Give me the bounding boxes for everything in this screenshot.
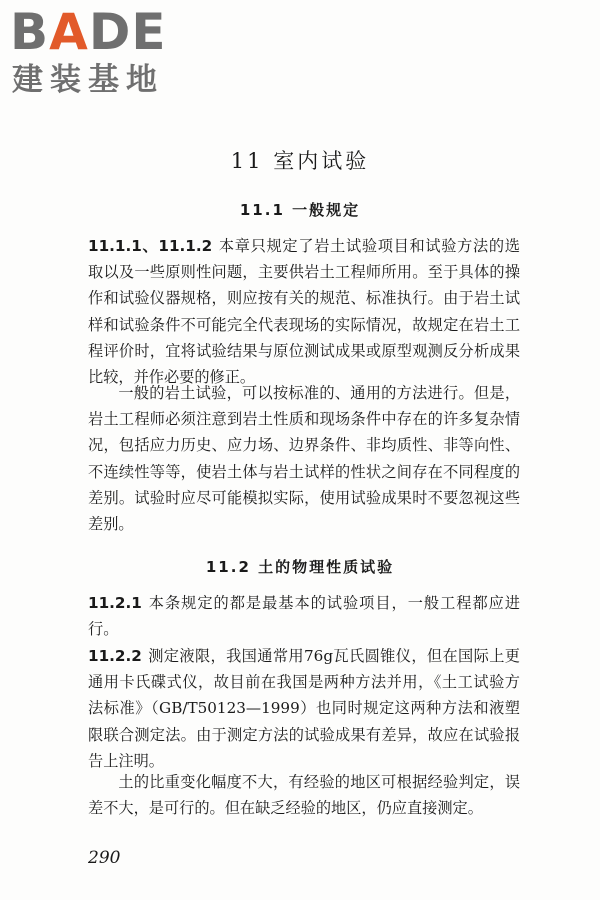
clause-number: 11.2.2 — [88, 647, 142, 665]
section-title-11-2: 11.2 土的物理性质试验 — [205, 558, 395, 576]
paragraph-11-2-1 — [88, 590, 520, 642]
paragraph-text: 测定液限，我国通常用76g瓦氏圆锥仪，但在国际上更通用卡氏碟式仪，故目前在我国是两种方法并用，《土工试验方法标准》（GB/T50123—1999）也同时规定这两种方法和液塑限联合测定法。由于测定方法的试验成果有差异，故应在试验报告上注明。 — [88, 647, 520, 770]
paragraph-text: 本章只规定了岩土试验项目和试验方法的选取以及一些原则性问题，主要供岩土工程师所用。至于具体的操作和试验仪器规格，则应按有关的规范、标准执行。由于岩土试样和试验条件不可能完全代表现场的实际情况，故规定在岩土工程评价时，宜将试验结果与原位测试成果或原型观测反分析成果比较，并作必要的修正。 — [88, 237, 520, 387]
clause-number: 11.2.1 — [88, 594, 142, 612]
paragraph-text: 本条规定的都是最基本的试验项目，一般工程都应进行。 — [88, 594, 520, 639]
page-number: 290 — [88, 848, 121, 868]
paragraph-11-2-2 — [88, 643, 520, 774]
clause-number: 11.1.1、11.1.2 — [88, 237, 213, 255]
paragraph-general-tests: 一般的岩土试验，可以按标准的、通用的方法进行。但是，岩土工程师必须注意到岩土性质和现场条件中存在的许多复杂情况，包括应力历史、应力场、边界条件、非均质性、非等向性、不连续性等等，使岩土体与岩土试样的性状之间存在不同程度的差别。试验时应尽可能模拟实际，使用试验成果时不要忽视这些差别。 — [88, 384, 520, 534]
logo-letter-b: B — [10, 3, 50, 61]
logo-subtitle: 建装基地 — [12, 62, 164, 98]
logo-letter-a: A — [49, 3, 89, 61]
chapter-title: 11 室内试验 — [230, 149, 370, 173]
logo-letters-de: DE — [88, 3, 167, 61]
paragraph-11-1-1 — [88, 233, 520, 390]
watermark-logo — [10, 3, 180, 102]
logo-wordmark — [10, 3, 167, 61]
section-title-11-1: 11.1 一般规定 — [239, 201, 361, 219]
paragraph-specific-gravity: 土的比重变化幅度不大，有经验的地区可根据经验判定，误差不大，是可行的。但在缺乏经验的地区，仍应直接测定。 — [88, 773, 520, 818]
